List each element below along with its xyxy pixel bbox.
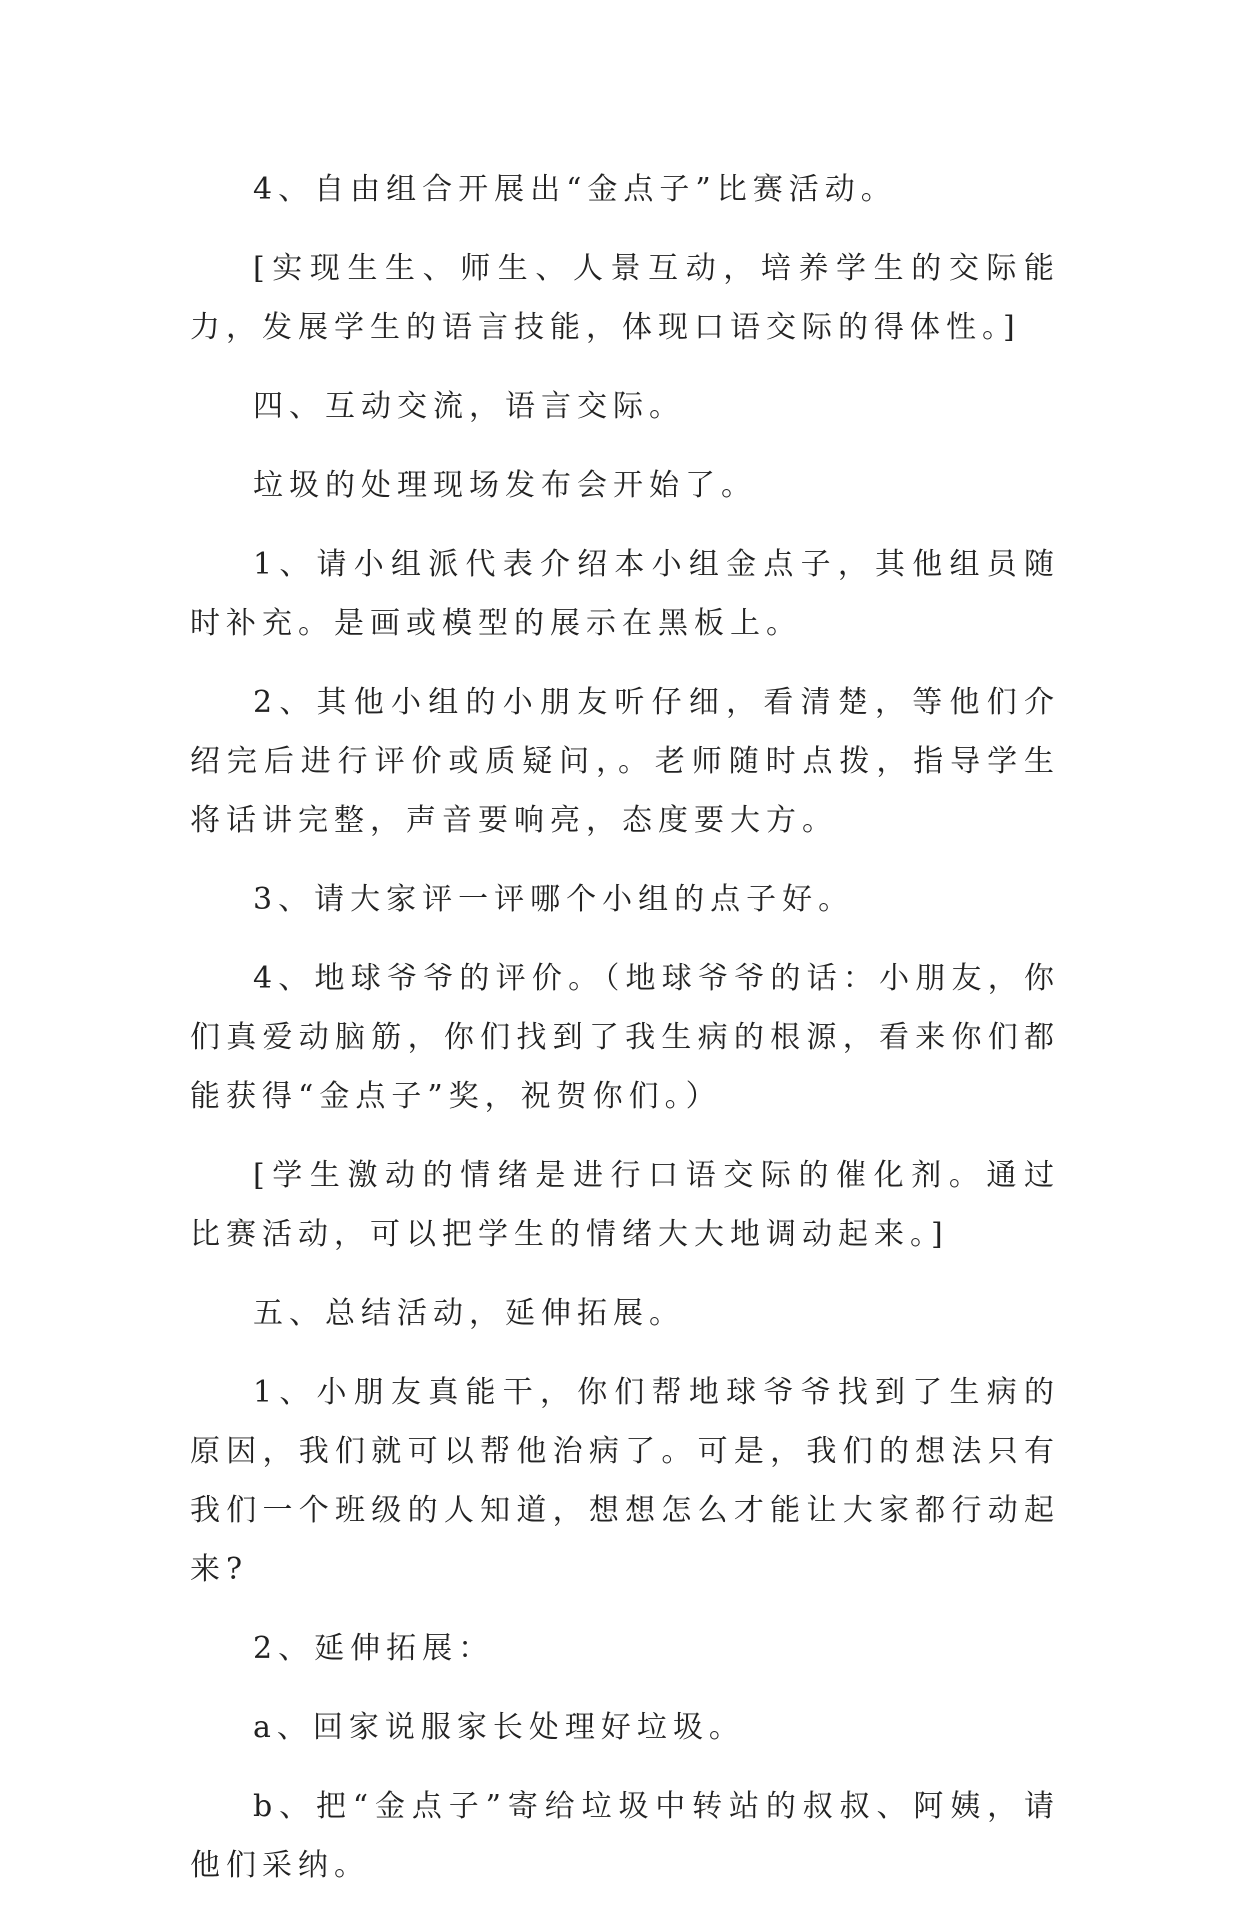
paragraph-5: 1、请小组派代表介绍本小组金点子，其他组员随时补充。是画或模型的展示在黑板上。 [190,547,1060,641]
section-heading-5: 五、总结活动，延伸拓展。 [253,1296,685,1331]
paragraph-14: b、把“金点子”寄给垃圾中转站的叔叔、阿姨，请他们采纳。 [190,1789,1060,1883]
paragraph-8: 4、地球爷爷的评价。（地球爷爷的话：小朋友，你们真爱动脑筋，你们找到了我生病的根源，看来你们都能获得“金点子”奖，祝贺你们。） [190,961,1060,1114]
section-heading-4: 四、互动交流，语言交际。 [253,389,685,424]
paragraph-9: [学生激动的情绪是进行口语交际的催化剂。通过比赛活动，可以把学生的情绪大大地调动起来。] [190,1158,1060,1252]
paragraph-4: 垃圾的处理现场发布会开始了。 [253,468,757,503]
paragraph-13: a、回家说服家长处理好垃圾。 [253,1710,745,1745]
paragraph-2: [实现生生、师生、人景互动，培养学生的交际能力，发展学生的语言技能，体现口语交际的得体性。] [190,251,1060,345]
document-body [190,160,1060,1915]
paragraph-11: 1、小朋友真能干，你们帮地球爷爷找到了生病的原因，我们就可以帮他治病了。可是，我们的想法只有我们一个班级的人知道，想想怎么才能让大家都行动起来? [190,1375,1060,1587]
paragraph-7: 3、请大家评一评哪个小组的点子好。 [253,882,855,917]
paragraph-1: 4、自由组合开展出“金点子”比赛活动。 [253,172,897,207]
paragraph-6: 2、其他小组的小朋友听仔细，看清楚，等他们介绍完后进行评价或质疑问，。老师随时点拨，指导学生将话讲完整，声音要响亮，态度要大方。 [190,685,1060,838]
paragraph-12: 2、延伸拓展： [253,1631,495,1666]
